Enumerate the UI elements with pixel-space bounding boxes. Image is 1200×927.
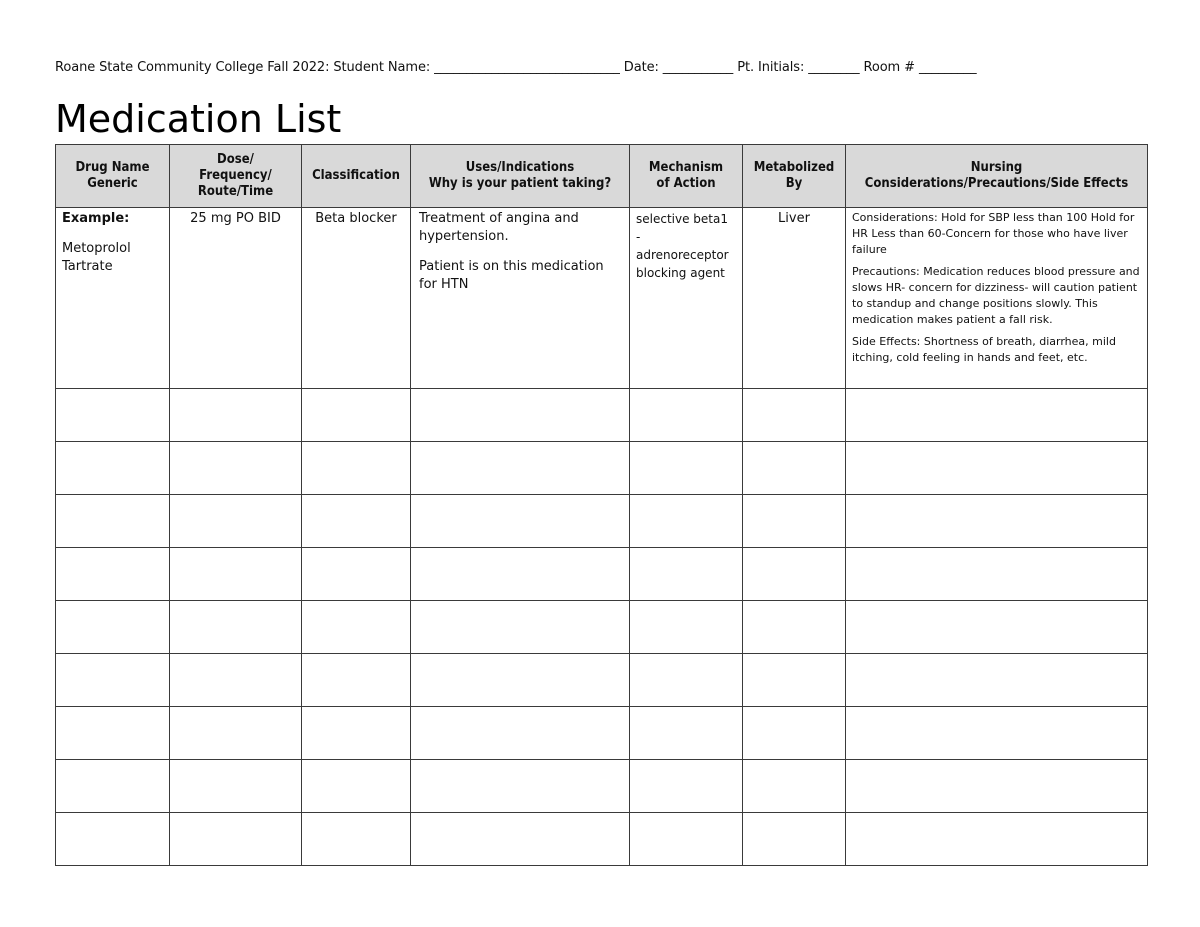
blank-entry-row [56, 389, 1148, 442]
blank-entry-row [56, 707, 1148, 760]
blank-entry-cell[interactable] [170, 760, 302, 813]
page-title: Medication List [55, 97, 342, 141]
blank-entry-cell[interactable] [743, 548, 846, 601]
blank-entry-cell[interactable] [630, 442, 743, 495]
example-nursing-cell [846, 208, 1148, 389]
blank-entry-cell[interactable] [411, 389, 630, 442]
blank-entry-cell[interactable] [630, 548, 743, 601]
blank-entry-cell[interactable] [743, 495, 846, 548]
blank-entry-cell[interactable] [170, 813, 302, 866]
header-uses: Uses/Indications Why is your patient taking? [411, 145, 630, 208]
blank-entry-cell[interactable] [846, 548, 1148, 601]
example-row [56, 208, 1148, 389]
blank-entry-cell[interactable] [56, 813, 170, 866]
blank-entry-cell[interactable] [302, 601, 411, 654]
blank-entry-cell[interactable] [411, 495, 630, 548]
blank-entry-cell[interactable] [411, 442, 630, 495]
example-label: Example: [62, 211, 130, 226]
blank-entry-cell[interactable] [302, 654, 411, 707]
blank-entry-row [56, 442, 1148, 495]
blank-entry-row [56, 760, 1148, 813]
blank-entry-cell[interactable] [743, 760, 846, 813]
blank-entry-cell[interactable] [56, 654, 170, 707]
blank-entry-cell[interactable] [411, 760, 630, 813]
blank-entry-row [56, 813, 1148, 866]
blank-entry-row [56, 601, 1148, 654]
blank-entry-cell[interactable] [630, 389, 743, 442]
blank-entry-cell[interactable] [56, 601, 170, 654]
example-side-effects: Side Effects: Shortness of breath, diarrhea, mild itching, cold feeling in hands and feet, etc. [852, 335, 1116, 364]
blank-entry-cell[interactable] [411, 813, 630, 866]
blank-entry-cell[interactable] [630, 654, 743, 707]
blank-entry-cell[interactable] [170, 707, 302, 760]
blank-entry-cell[interactable] [302, 813, 411, 866]
blank-entry-cell[interactable] [302, 442, 411, 495]
header-dose: Dose/ Frequency/ Route/Time [170, 145, 302, 208]
blank-entry-cell[interactable] [630, 813, 743, 866]
blank-entry-cell[interactable] [170, 548, 302, 601]
example-patient-reason: Patient is on this medication for HTN [419, 259, 604, 292]
example-dose-cell: 25 mg PO BID [170, 208, 302, 389]
blank-entry-cell[interactable] [302, 707, 411, 760]
blank-entry-cell[interactable] [743, 707, 846, 760]
header-nursing: Nursing Considerations/Precautions/Side Effects [846, 145, 1148, 208]
blank-entry-cell[interactable] [56, 548, 170, 601]
blank-entry-cell[interactable] [411, 601, 630, 654]
blank-entry-cell[interactable] [411, 548, 630, 601]
example-classification-cell: Beta blocker [302, 208, 411, 389]
example-considerations: Considerations: Hold for SBP less than 100 Hold for HR Less than 60-Concern for those who have liver failure [852, 211, 1135, 256]
blank-entry-cell[interactable] [846, 389, 1148, 442]
blank-entry-cell[interactable] [170, 495, 302, 548]
blank-entry-cell[interactable] [846, 813, 1148, 866]
blank-entry-cell[interactable] [56, 495, 170, 548]
example-uses-cell [411, 208, 630, 389]
blank-entry-cell[interactable] [743, 813, 846, 866]
blank-entry-cell[interactable] [630, 707, 743, 760]
blank-entry-cell[interactable] [170, 389, 302, 442]
blank-entry-cell[interactable] [302, 760, 411, 813]
blank-entry-cell[interactable] [630, 760, 743, 813]
blank-entry-cell[interactable] [302, 389, 411, 442]
blank-entry-cell[interactable] [302, 548, 411, 601]
blank-entry-row [56, 654, 1148, 707]
example-precautions: Precautions: Medication reduces blood pressure and slows HR- concern for dizziness- will caution patient to standup and change positions slowly. This medication makes patient a fall risk. [852, 265, 1140, 326]
medication-table [55, 144, 1148, 866]
header-metabolized: Metabolized By [743, 145, 846, 208]
blank-entry-row [56, 495, 1148, 548]
blank-entry-cell[interactable] [56, 760, 170, 813]
blank-entry-cell[interactable] [56, 442, 170, 495]
blank-entry-cell[interactable] [56, 389, 170, 442]
blank-entry-cell[interactable] [630, 601, 743, 654]
blank-entry-cell[interactable] [170, 654, 302, 707]
blank-entry-row [56, 548, 1148, 601]
blank-entry-cell[interactable] [846, 601, 1148, 654]
blank-entry-cell[interactable] [846, 707, 1148, 760]
blank-entry-cell[interactable] [846, 760, 1148, 813]
blank-entry-cell[interactable] [56, 707, 170, 760]
example-drug-name: Metoprolol Tartrate [62, 241, 131, 274]
header-mechanism: Mechanism of Action [630, 145, 743, 208]
blank-entry-cell[interactable] [846, 442, 1148, 495]
blank-entry-cell[interactable] [302, 495, 411, 548]
blank-entry-cell[interactable] [743, 601, 846, 654]
blank-entry-cell[interactable] [743, 389, 846, 442]
blank-entry-cell[interactable] [846, 654, 1148, 707]
example-drug-cell [56, 208, 170, 389]
example-mechanism-cell: selective beta1 - adrenoreceptor blocking agent [630, 208, 743, 389]
example-uses-text: Treatment of angina and hypertension. [419, 211, 579, 244]
blank-entry-cell[interactable] [743, 654, 846, 707]
blank-entry-cell[interactable] [170, 442, 302, 495]
blank-entry-cell[interactable] [846, 495, 1148, 548]
header-drug-name: Drug Name Generic [56, 145, 170, 208]
blank-entry-cell[interactable] [170, 601, 302, 654]
blank-entry-cell[interactable] [743, 442, 846, 495]
blank-entry-cell[interactable] [411, 707, 630, 760]
header-classification: Classification [302, 145, 411, 208]
example-metabolized-cell: Liver [743, 208, 846, 389]
table-header-row [56, 145, 1148, 208]
blank-entry-cell[interactable] [630, 495, 743, 548]
blank-entry-cell[interactable] [411, 654, 630, 707]
form-header-line: Roane State Community College Fall 2022: Student Name: _____________________________ Date: ___________ Pt. Initials: ________ Room # _________ [55, 60, 977, 75]
